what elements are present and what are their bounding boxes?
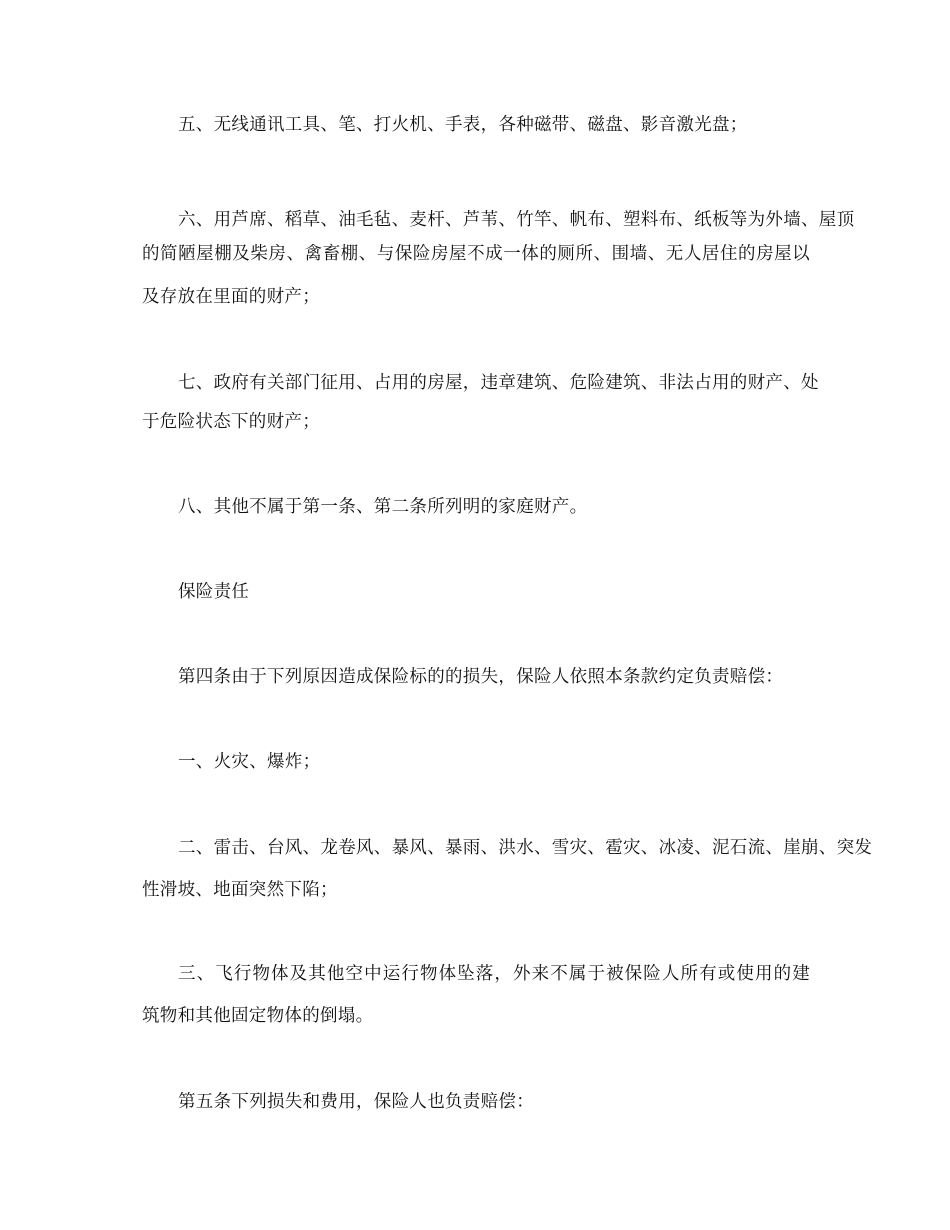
paragraph-item-8-line-1: 八、其他不属于第一条、第二条所列明的家庭财产。 (178, 497, 588, 517)
paragraph-cause-3-line-2: 筑物和其他固定物体的倒塌。 (142, 1006, 374, 1026)
paragraph-item-5-line-1: 五、无线通讯工具、笔、打火机、手表，各种磁带、磁盘、影音激光盘； (178, 115, 748, 135)
paragraph-item-6-line-3: 及存放在里面的财产； (142, 287, 320, 307)
paragraph-cause-2-line-1: 二、雷击、台风、龙卷风、暴风、暴雨、洪水、雪灾、雹灾、冰凌、泥石流、崖崩、突发 (178, 838, 873, 858)
paragraph-item-7-line-1: 七、政府有关部门征用、占用的房屋，违章建筑、危险建筑、非法占用的财产、处 (178, 373, 819, 393)
section-heading-insurance-liability: 保险责任 (178, 582, 250, 602)
paragraph-cause-1-line-1: 一、火灾、爆炸； (178, 752, 321, 772)
paragraph-article-4-line-1: 第四条由于下列原因造成保险标的的损失，保险人依照本条款约定负责赔偿： (178, 667, 784, 687)
paragraph-cause-3-line-1: 三、飞行物体及其他空中运行物体坠落，外来不属于被保险人所有或使用的建 (178, 964, 810, 984)
paragraph-article-5-line-1: 第五条下列损失和费用，保险人也负责赔偿： (178, 1092, 534, 1112)
paragraph-cause-2-line-2: 性滑坡、地面突然下陷； (142, 880, 338, 900)
paragraph-item-6-line-1: 六、用芦席、稻草、油毛毡、麦杆、芦苇、竹竿、帆布、塑料布、纸板等为外墙、屋顶 (178, 210, 855, 230)
paragraph-item-7-line-2: 于危险状态下的财产； (142, 412, 320, 432)
paragraph-item-6-line-2: 的简陋屋棚及柴房、禽畜棚、与保险房屋不成一体的厕所、围墙、无人居住的房屋以 (142, 244, 810, 264)
